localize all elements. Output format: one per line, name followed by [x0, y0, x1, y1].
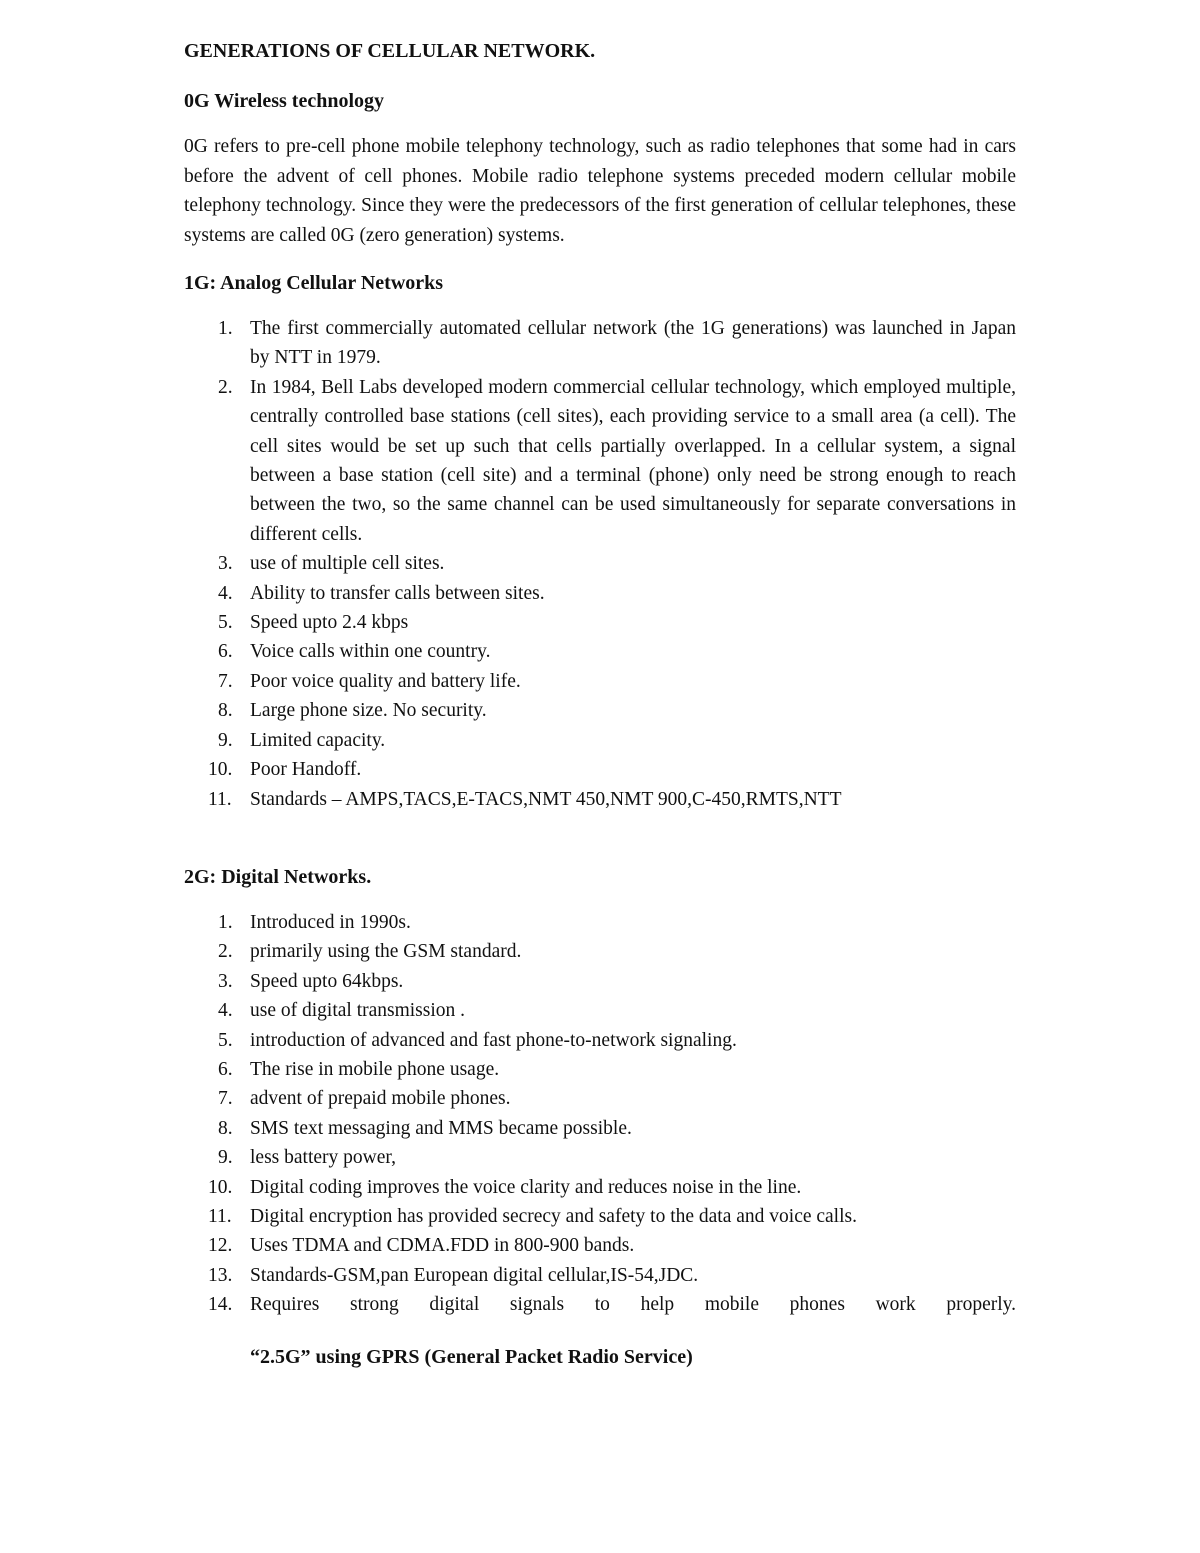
document-page	[184, 36, 1016, 1372]
list-item-number: 1.	[218, 318, 233, 339]
list-item	[184, 1290, 1016, 1319]
list-item-text: advent of prepaid mobile phones.	[250, 1088, 511, 1110]
list-item-text: Standards – AMPS,TACS,E-TACS,NMT 450,NMT 900,C-450,RMTS,NTT	[250, 788, 842, 810]
list-item	[184, 314, 1016, 373]
list-item-number: 9.	[218, 729, 233, 751]
list-item-number: 7.	[218, 670, 233, 692]
list-item	[184, 1202, 1016, 1231]
list-2g	[184, 908, 1016, 1320]
list-item	[184, 1026, 1016, 1055]
list-item	[184, 726, 1016, 755]
list-item-number: 5.	[218, 1029, 233, 1051]
list-item-number: 4.	[218, 582, 233, 604]
list-item-text: In 1984, Bell Labs developed modern commercial cellular technology, which employed multiple, centrally controlled base stations (cell sites), each providing service to a small area (a cell). The cell sites would be set up such that cells partially overlapped. In a cellular system, a signal between a base station (cell site) and a terminal (phone) only need be strong enough to reach between the two, so the same channel can be used simultaneously for separate conversations in different cells.	[250, 376, 1016, 545]
list-item	[184, 967, 1016, 996]
list-item-number: 11.	[208, 1205, 232, 1227]
list-item-number: 10.	[208, 1176, 233, 1198]
list-item-text: use of multiple cell sites.	[250, 553, 445, 575]
list-item-number: 2.	[218, 376, 233, 398]
section-0g-paragraph: 0G refers to pre-cell phone mobile telephony technology, such as radio telephones that some had in cars before the advent of cell phones. Mobile radio telephone systems preceded modern cellular mobile telephony technology. Since they were the predecessors of the first generation of cellular telephones, these systems are called 0G (zero generation) systems.	[184, 136, 1016, 246]
list-1g	[184, 314, 1016, 814]
list-item-number: 3.	[218, 970, 233, 992]
list-item	[184, 637, 1016, 666]
spacer	[184, 1320, 1016, 1342]
list-item-number: 6.	[218, 641, 233, 663]
list-item-text: less battery power,	[250, 1147, 396, 1169]
list-item	[184, 1114, 1016, 1143]
list-item-number: 1.	[218, 911, 233, 933]
list-item	[184, 1173, 1016, 1202]
list-item	[184, 696, 1016, 725]
list-item-text: Poor voice quality and battery life.	[250, 670, 521, 692]
list-item-text: Large phone size. No security.	[250, 700, 487, 722]
list-item	[184, 785, 1016, 814]
list-item	[184, 1055, 1016, 1084]
section-heading-0g: 0G Wireless technology	[184, 90, 384, 112]
list-item	[184, 549, 1016, 578]
section-heading-2-5g: “2.5G” using GPRS (General Packet Radio Service)	[250, 1345, 693, 1368]
list-item-number: 14.	[208, 1294, 233, 1316]
list-item-number: 4.	[218, 1000, 233, 1022]
list-item-number: 7.	[218, 1088, 233, 1110]
list-item	[184, 667, 1016, 696]
list-item-number: 3.	[218, 553, 233, 575]
list-item-number: 8.	[218, 700, 233, 722]
list-item	[184, 1231, 1016, 1260]
list-item-text: Digital coding improves the voice clarity and reduces noise in the line.	[250, 1176, 802, 1198]
list-item-text: The first commercially automated cellular network (the 1G generations) was launched in Japan by NTT in 1979.	[250, 318, 1016, 369]
list-item-text: Requires strong digital signals to help mobile phones work properly.	[250, 1294, 1016, 1316]
list-item-number: 11.	[208, 788, 232, 810]
list-item-text: Ability to transfer calls between sites.	[250, 582, 545, 604]
list-item	[184, 755, 1016, 784]
list-item	[184, 996, 1016, 1025]
list-item	[184, 608, 1016, 637]
list-item-number: 8.	[218, 1117, 233, 1139]
list-item-number: 5.	[218, 612, 233, 634]
list-item-number: 2.	[218, 941, 233, 963]
list-item-text: Speed upto 2.4 kbps	[250, 612, 409, 634]
list-item-text: The rise in mobile phone usage.	[250, 1058, 500, 1080]
list-item-text: Poor Handoff.	[250, 759, 362, 781]
list-item	[184, 937, 1016, 966]
section-heading-2g: 2G: Digital Networks.	[184, 865, 372, 888]
list-item-text: SMS text messaging and MMS became possible.	[250, 1117, 632, 1139]
list-item-text: Introduced in 1990s.	[250, 911, 411, 933]
list-item-text: introduction of advanced and fast phone-to-network signaling.	[250, 1029, 737, 1051]
list-item-text: Digital encryption has provided secrecy and safety to the data and voice calls.	[250, 1205, 857, 1227]
list-item-text: primarily using the GSM standard.	[250, 941, 522, 963]
list-item-text: Voice calls within one country.	[250, 641, 491, 663]
list-item-number: 9.	[218, 1147, 233, 1169]
list-item-number: 12.	[208, 1235, 233, 1257]
list-item-text: Standards-GSM,pan European digital cellular,IS-54,JDC.	[250, 1264, 699, 1286]
list-item	[184, 373, 1016, 549]
list-item-text: Speed upto 64kbps.	[250, 970, 404, 992]
list-item	[184, 1084, 1016, 1113]
document-title: GENERATIONS OF CELLULAR NETWORK.	[184, 40, 596, 62]
list-item	[184, 1261, 1016, 1290]
list-item-text: Uses TDMA and CDMA.FDD in 800-900 bands.	[250, 1235, 635, 1257]
list-item-text: Limited capacity.	[250, 729, 386, 751]
list-item-text: use of digital transmission .	[250, 1000, 466, 1022]
list-item	[184, 579, 1016, 608]
section-heading-1g: 1G: Analog Cellular Networks	[184, 272, 444, 294]
list-item-number: 13.	[208, 1264, 233, 1286]
list-item	[184, 1143, 1016, 1172]
list-item	[184, 908, 1016, 937]
spacer	[184, 814, 1016, 862]
list-item-number: 6.	[218, 1058, 233, 1080]
list-item-number: 10.	[208, 759, 233, 781]
